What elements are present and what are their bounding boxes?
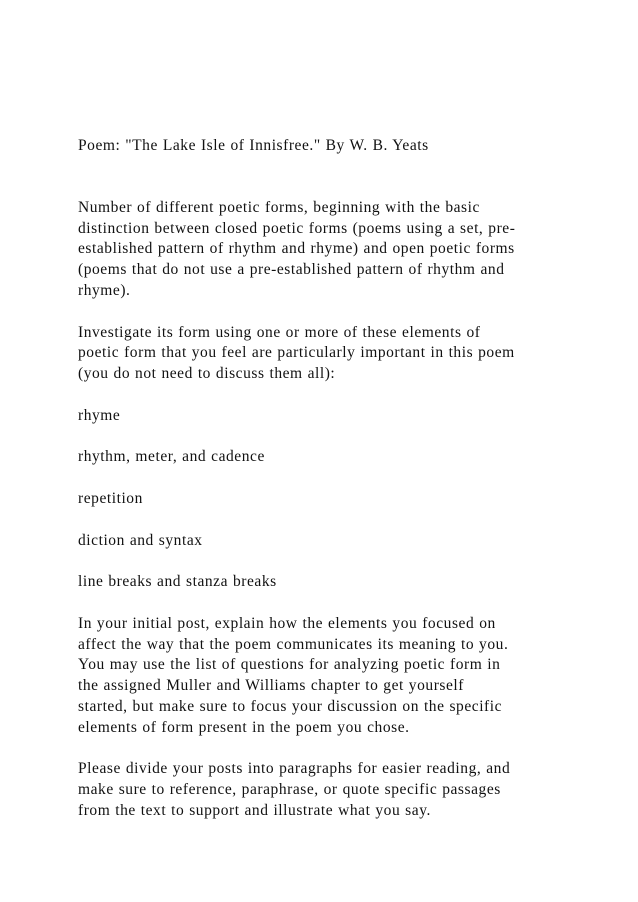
paragraph-investigate: Investigate its form using one or more of these elements of poetic form that you feel are particularly important in this poem (you do not need to discuss them all):: [78, 323, 515, 383]
poem-title-line: Poem: "The Lake Isle of Innisfree." By W. B. Yeats: [78, 137, 429, 154]
paragraph-poetic-forms: Number of different poetic forms, beginning with the basic distinction between closed poetic forms (poems using a set, pre- established pattern of rhythm and rhyme) and open poetic forms (poems that do not use a pre-established pattern of rhythm and rhyme).: [78, 198, 516, 299]
paragraph-divide-posts: Please divide your posts into paragraphs for easier reading, and make sure to reference, paraphrase, or quote specific passages from the text to support and illustrate what you say.: [78, 760, 511, 819]
list-item-diction: diction and syntax: [78, 531, 203, 549]
paragraph-initial-post: In your initial post, explain how the elements you focused on affect the way that the poem communicates its meaning to you. You may use the list of questions for analyzing poetic form in the assigned Muller and Williams chapter to get yourself started, but make sure to focus your discussion on the specific elements of form present in the poem you chose.: [78, 614, 509, 736]
list-item-rhythm: rhythm, meter, and cadence: [78, 448, 265, 466]
list-item-line-breaks: line breaks and stanza breaks: [78, 573, 277, 591]
list-item-rhyme: rhyme: [78, 406, 121, 424]
list-item-repetition: repetition: [78, 489, 143, 507]
document-body: [78, 136, 618, 822]
